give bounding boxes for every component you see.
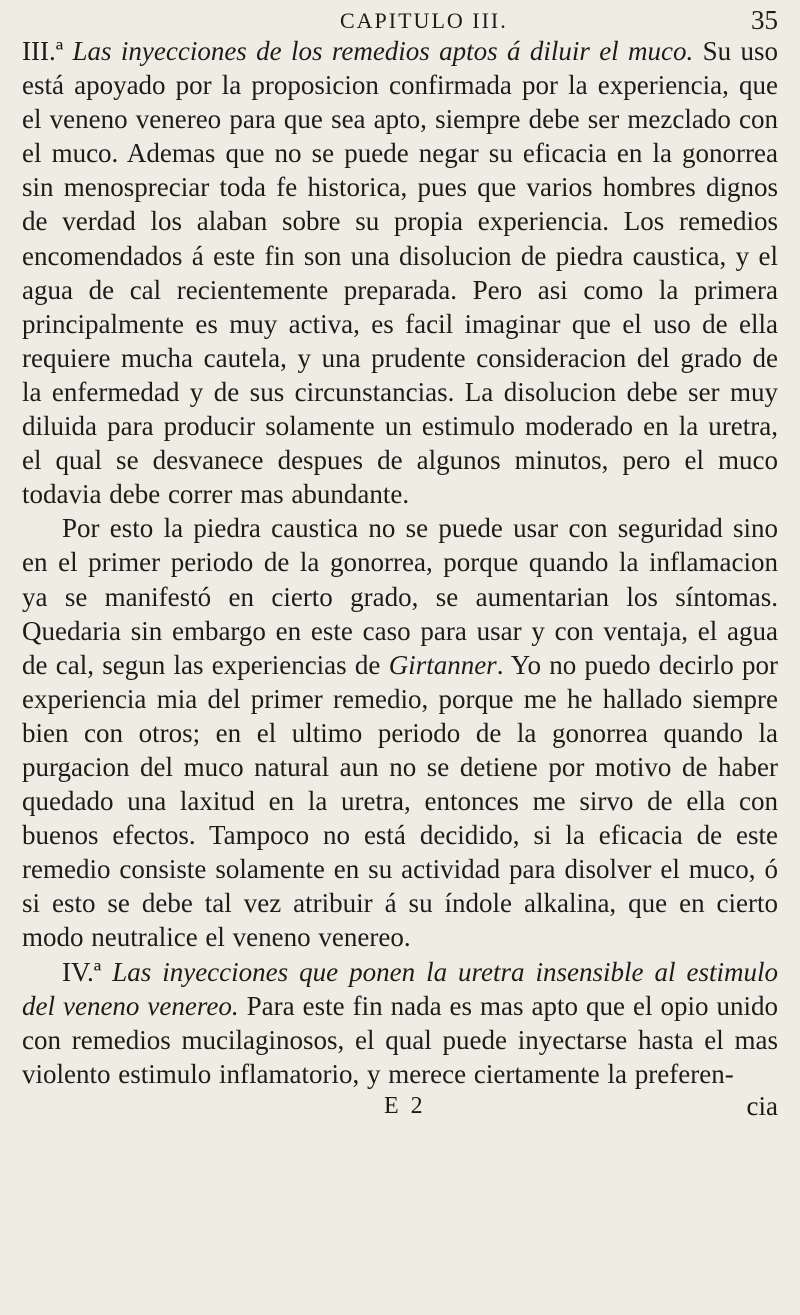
section-heading: Las inyecciones que ponen la uretra insensible al estimulo del veneno venereo. bbox=[22, 956, 778, 1021]
running-title: CAPITULO III. bbox=[340, 8, 508, 33]
signature-mark: E 2 bbox=[384, 1092, 426, 1119]
catchword: cia bbox=[746, 1090, 778, 1121]
page-number: 35 bbox=[751, 5, 778, 35]
paragraph-text: Por esto la piedra caustica no se puede usar con seguridad sino en el primer periodo de la gonorrea, porque quando la inflamacion ya se manifestó en cierto grado, se aumentarian los síntomas. Quedaria sin embargo en este caso para usar y con ventaja, el agua de cal, segun las experiencias de bbox=[22, 513, 778, 680]
body-text bbox=[22, 34, 778, 1091]
paragraph-injections-diluting bbox=[22, 34, 778, 511]
page-footer bbox=[22, 1091, 778, 1125]
paragraph-text: . Yo no puedo decirlo por experiencia mia del primer remedio, porque me he hallado siempre bien con otros; en el ultimo periodo de la gonorrea quando la purgacion del muco natural aun no se detiene por motivo de haber quedado una laxitud en la uretra, entonces me sirvo de ella con buenos efectos. Tampoco no está decidido, si la eficacia de este remedio consiste solamente en su actividad para disolver el muco, ó si esto se debe tal vez atribuir á su índole alkalina, que en cierto modo neutralice el veneno venereo. bbox=[22, 649, 778, 953]
section-number: IV.ª bbox=[62, 956, 113, 987]
paragraph-text: Su uso está apoyado por la proposicion confirmada por la experiencia, que el veneno venereo para que sea apto, siempre debe ser mezclado con el muco. Ademas que no se puede negar su eficacia en la gonorrea sin menospreciar toda fe historica, pues que varios hombres dignos de verdad los alaban sobre su propia experiencia. Los remedios encomendados á este fin son una disolucion de piedra caustica, y el agua de cal recientemente preparada. Pero asi como la primera principalmente es muy activa, es facil imaginar que el uso de ella requiere mucha cautela, y una prudente consideracion del grado de la enfermedad y de sus circunstancias. La disolucion debe ser muy diluida para producir solamente un estimulo moderado en la uretra, el qual se desvanece despues de algunos minutos, pero el muco todavia debe correr mas abundante. bbox=[22, 36, 778, 510]
paragraph-caustic-stone bbox=[22, 511, 778, 954]
section-heading: Las inyecciones de los remedios aptos á diluir el muco. bbox=[72, 36, 694, 66]
author-name: Girtanner bbox=[388, 649, 497, 680]
paragraph-text: Para este fin nada es mas apto que el opio unido con remedios mucilaginosos, el qual puede inyectarse hasta el mas violento estimulo inflamatorio, y merece ciertamente la preferen- bbox=[22, 990, 778, 1089]
page-header bbox=[22, 0, 778, 34]
paragraph-injections-insensible bbox=[22, 955, 778, 1091]
section-number: III.ª bbox=[22, 36, 73, 66]
